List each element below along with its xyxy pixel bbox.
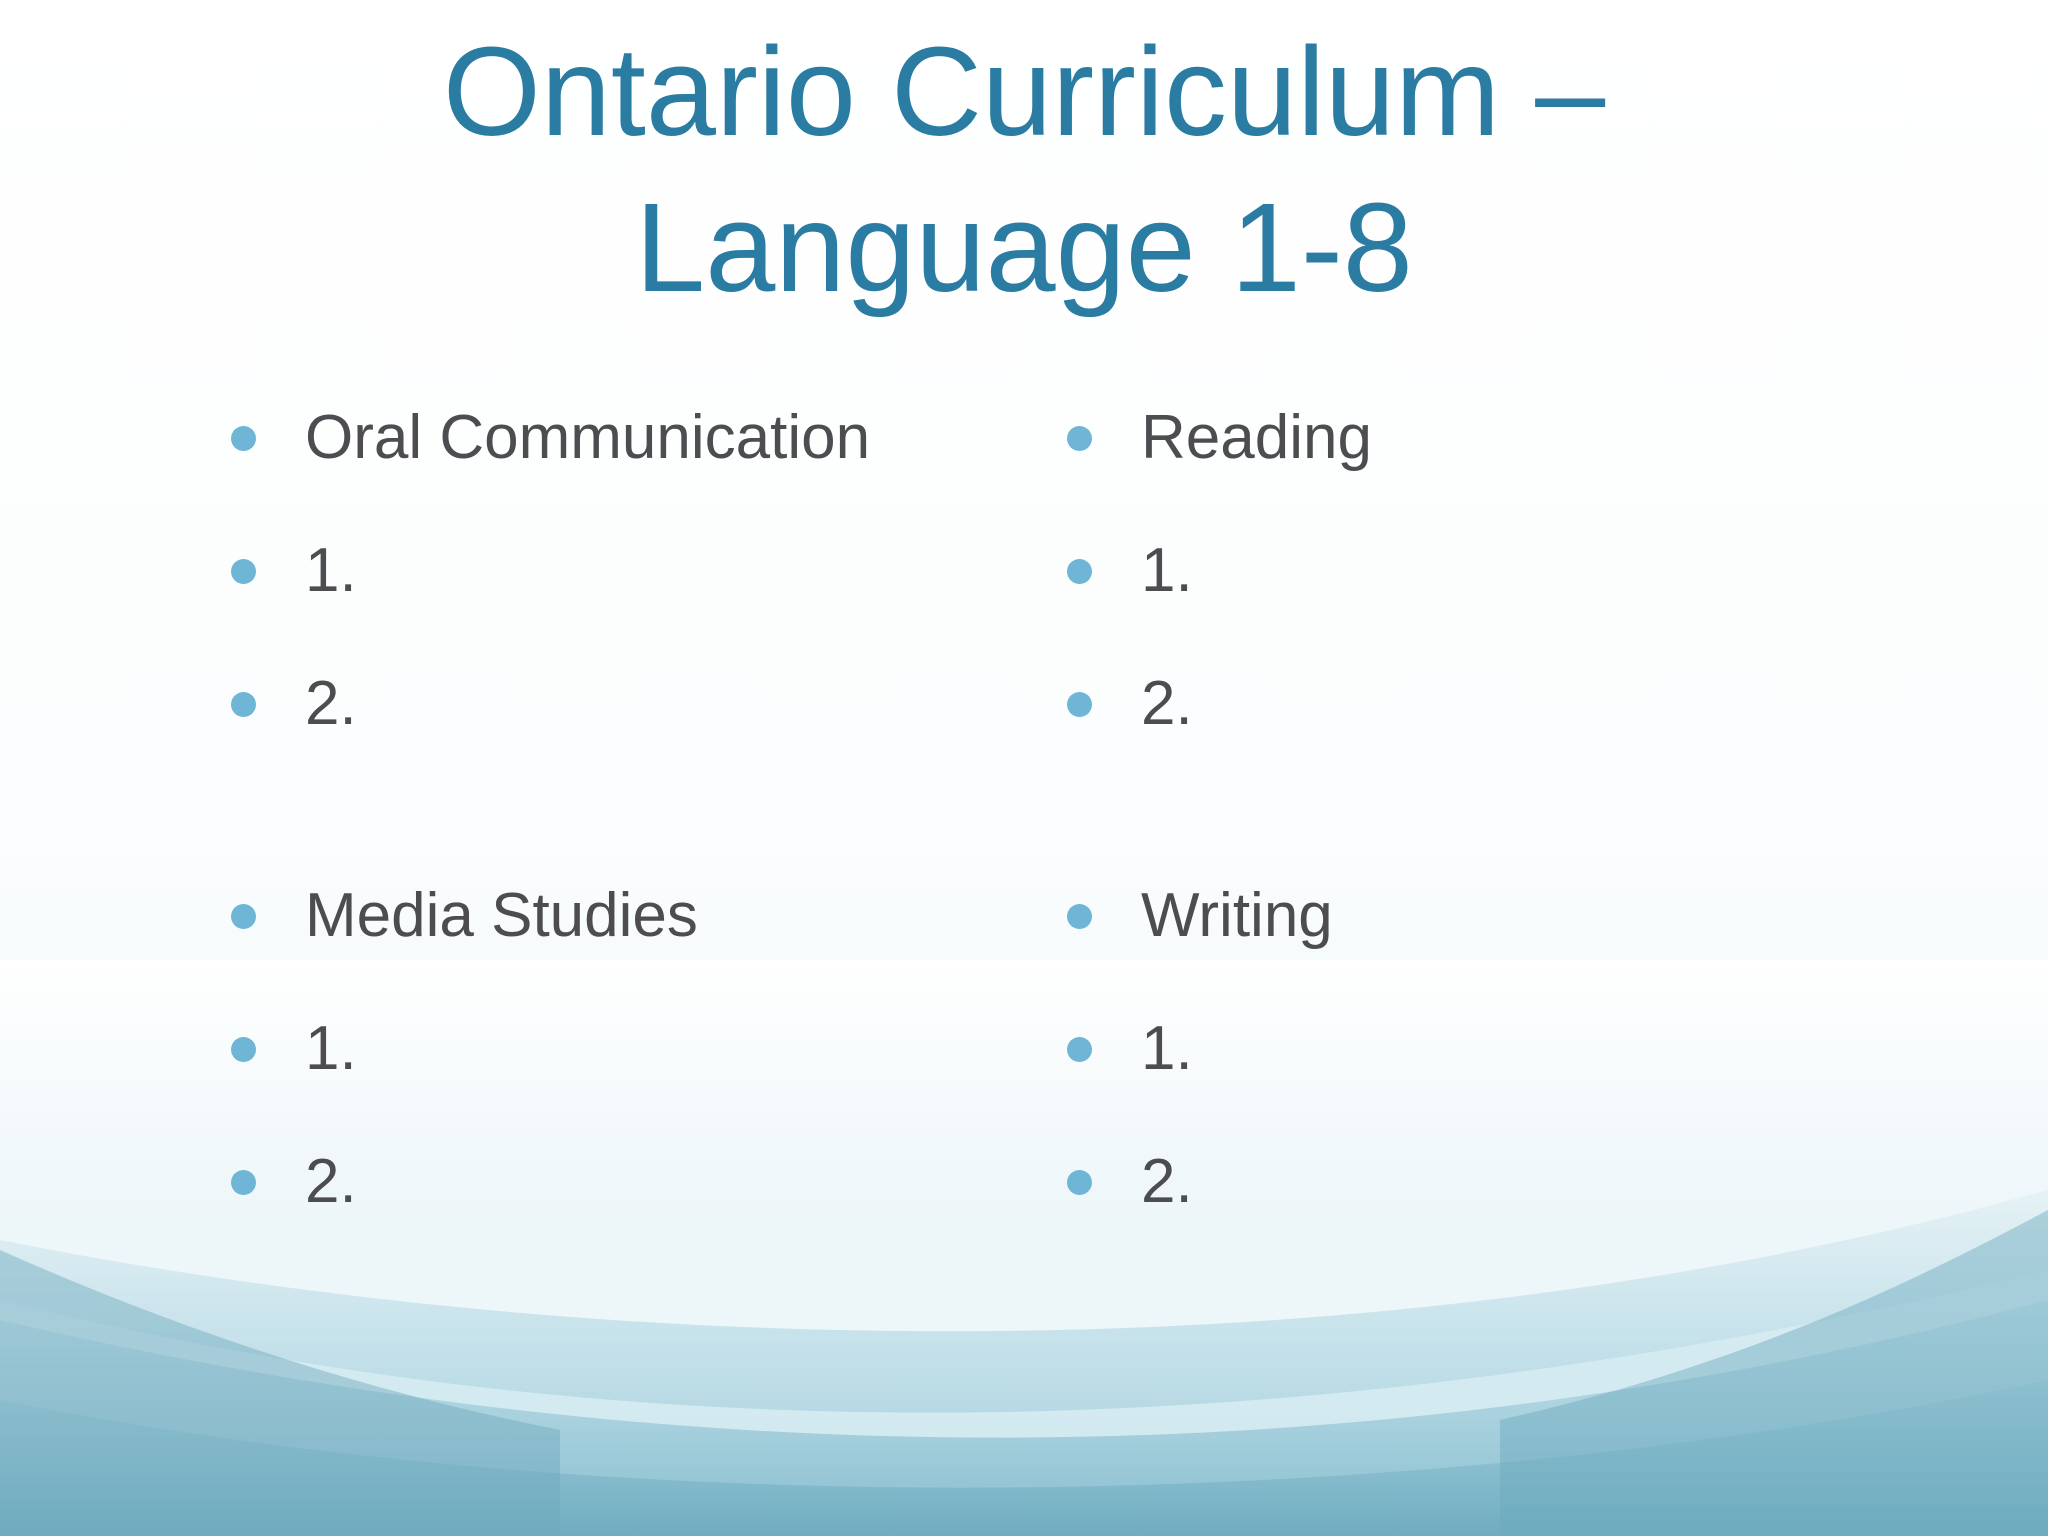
bullet-dot-icon: [1067, 1037, 1092, 1062]
list-item-text: Oral Communication: [305, 403, 871, 472]
bullet-dot-icon: [231, 904, 256, 929]
list-item-text: 1.: [1141, 536, 1193, 605]
list-item-text: 2.: [1141, 1147, 1193, 1216]
bullet-dot-icon: [231, 1170, 256, 1195]
bullet-dot-icon: [231, 1037, 256, 1062]
bullet-dot-icon: [1067, 426, 1092, 451]
list-item-text: 1.: [305, 536, 357, 605]
list-item-text: 2.: [1141, 669, 1193, 738]
bullet-dot-icon: [1067, 692, 1092, 717]
list-item-text: 1.: [1141, 1014, 1193, 1083]
list-item-text: 2.: [305, 1147, 357, 1216]
bullet-dot-icon: [1067, 559, 1092, 584]
title-line-1: Ontario Curriculum –: [442, 21, 1606, 162]
list-item-text: 2.: [305, 669, 357, 738]
title-line-2: Language 1-8: [635, 177, 1413, 318]
bullet-dot-icon: [1067, 904, 1092, 929]
list-item-text: Writing: [1141, 881, 1333, 950]
bullet-dot-icon: [231, 692, 256, 717]
bullet-dot-icon: [1067, 1170, 1092, 1195]
bullet-dot-icon: [231, 559, 256, 584]
list-item-text: Reading: [1141, 403, 1372, 472]
bullet-dot-icon: [231, 426, 256, 451]
list-item-text: Media Studies: [305, 881, 698, 950]
list-item-text: 1.: [305, 1014, 357, 1083]
slide-title: [224, 14, 1824, 326]
